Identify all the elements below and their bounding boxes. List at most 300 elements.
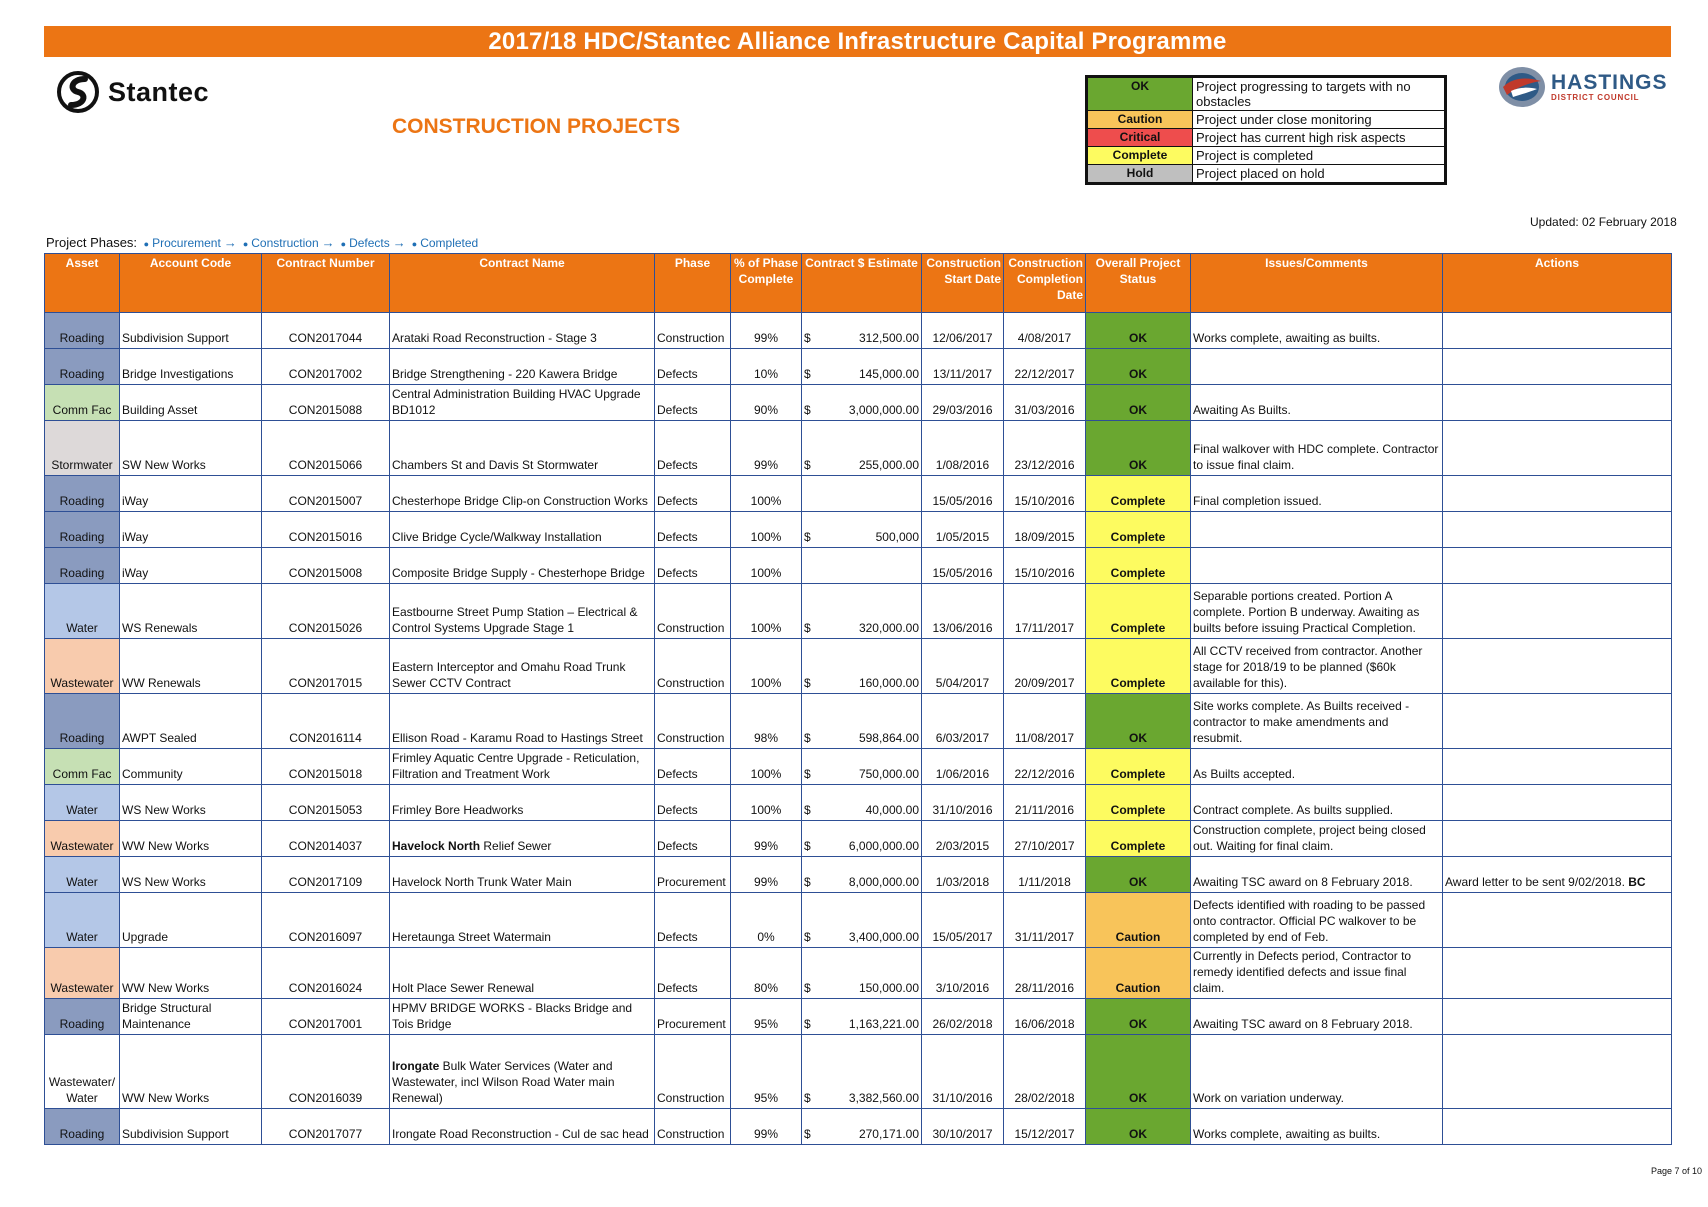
- percent-complete-cell: 100%: [731, 785, 802, 821]
- account-code-cell: iWay: [120, 512, 262, 548]
- contract-name-text: Bridge Strengthening - 220 Kawera Bridge: [392, 367, 618, 381]
- start-date-cell: 13/06/2016: [922, 584, 1004, 639]
- contract-estimate-cell: [802, 512, 922, 548]
- account-code-cell: AWPT Sealed: [120, 694, 262, 749]
- table-row: [45, 385, 1672, 421]
- status-badge: OK: [1086, 694, 1191, 749]
- asset-cell: Roading: [45, 548, 120, 584]
- contract-estimate-cell: [802, 476, 922, 512]
- section-title: CONSTRUCTION PROJECTS: [392, 115, 681, 138]
- completion-date-cell: 11/08/2017: [1004, 694, 1086, 749]
- status-badge: Complete: [1086, 785, 1191, 821]
- action-cell: [1443, 1109, 1672, 1145]
- comment-cell: Work on variation underway.: [1191, 1035, 1443, 1109]
- legend-row: [1087, 129, 1446, 147]
- currency-symbol: $: [804, 403, 811, 417]
- phase-cell: Construction: [655, 313, 731, 349]
- currency-symbol: $: [804, 875, 811, 889]
- completion-date-cell: 1/11/2018: [1004, 857, 1086, 893]
- column-header: Asset: [45, 254, 120, 313]
- hdc-wordmark: [1551, 70, 1668, 102]
- phase-item: Completed: [420, 236, 479, 250]
- comment-cell: Final completion issued.: [1191, 476, 1443, 512]
- account-code-cell: WS Renewals: [120, 584, 262, 639]
- action-cell: [1443, 584, 1672, 639]
- status-badge: Caution: [1086, 948, 1191, 999]
- estimate-amount: 320,000.00: [858, 621, 919, 635]
- comment-cell: Works complete, awaiting as builts.: [1191, 313, 1443, 349]
- completion-date-cell: 21/11/2016: [1004, 785, 1086, 821]
- phase-cell: Defects: [655, 948, 731, 999]
- status-badge: OK: [1086, 857, 1191, 893]
- completion-date-cell: 31/11/2017: [1004, 893, 1086, 948]
- action-cell: [1443, 421, 1672, 476]
- legend-description: Project placed on hold: [1193, 165, 1446, 184]
- contract-name-text: Chesterhope Bridge Clip-on Construction Works: [392, 494, 648, 508]
- percent-complete-cell: 80%: [731, 948, 802, 999]
- comment-cell: [1191, 349, 1443, 385]
- contract-name-cell: [390, 948, 655, 999]
- account-code-cell: SW New Works: [120, 421, 262, 476]
- legend-description: Project has current high risk aspects: [1193, 129, 1446, 147]
- legend-row: [1087, 111, 1446, 129]
- arrow-right-icon: →: [392, 235, 406, 250]
- asset-cell: Wastewater/ Water: [45, 1035, 120, 1109]
- table-row: [45, 694, 1672, 749]
- contract-name-text: Eastern Interceptor and Omahu Road Trunk Sewer CCTV Contract: [392, 660, 626, 690]
- phase-cell: Defects: [655, 476, 731, 512]
- contract-estimate-cell: [802, 349, 922, 385]
- account-code-cell: Subdivision Support: [120, 313, 262, 349]
- asset-cell: Roading: [45, 476, 120, 512]
- contract-estimate-cell: [802, 1035, 922, 1109]
- table-row: [45, 999, 1672, 1035]
- contract-name-cell: [390, 313, 655, 349]
- contract-name-cell: [390, 785, 655, 821]
- contract-name-text: Composite Bridge Supply - Chesterhope Bridge: [392, 566, 645, 580]
- contract-number-cell: CON2015053: [262, 785, 390, 821]
- hdc-logo: [1497, 65, 1668, 109]
- completion-date-cell: 15/12/2017: [1004, 1109, 1086, 1145]
- status-badge: Complete: [1086, 639, 1191, 694]
- column-header: Contract $ Estimate: [802, 254, 922, 313]
- contract-number-cell: CON2017015: [262, 639, 390, 694]
- comment-cell: Awaiting TSC award on 8 February 2018.: [1191, 999, 1443, 1035]
- status-badge: Complete: [1086, 476, 1191, 512]
- comment-cell: Separable portions created. Portion A complete. Portion B underway. Awaiting as builts before issuing Practical Completion.: [1191, 584, 1443, 639]
- action-cell: [1443, 948, 1672, 999]
- currency-symbol: $: [804, 767, 811, 781]
- contract-number-cell: CON2016097: [262, 893, 390, 948]
- start-date-cell: 15/05/2016: [922, 548, 1004, 584]
- estimate-amount: 160,000.00: [858, 676, 919, 690]
- percent-complete-cell: 95%: [731, 999, 802, 1035]
- phases-label: Project Phases:: [46, 235, 138, 250]
- percent-complete-cell: 95%: [731, 1035, 802, 1109]
- percent-complete-cell: 99%: [731, 821, 802, 857]
- contract-name-cell: [390, 857, 655, 893]
- estimate-amount: 500,000: [875, 530, 919, 544]
- status-badge: OK: [1086, 349, 1191, 385]
- action-cell: [1443, 1035, 1672, 1109]
- contract-name-cell: [390, 1035, 655, 1109]
- asset-cell: Roading: [45, 999, 120, 1035]
- percent-complete-cell: 90%: [731, 385, 802, 421]
- asset-cell: Roading: [45, 694, 120, 749]
- estimate-amount: 150,000.00: [858, 981, 919, 995]
- comment-cell: Awaiting TSC award on 8 February 2018.: [1191, 857, 1443, 893]
- legend-code: Critical: [1087, 129, 1193, 147]
- contract-name-cell: [390, 349, 655, 385]
- percent-complete-cell: 100%: [731, 476, 802, 512]
- start-date-cell: 1/05/2015: [922, 512, 1004, 548]
- start-date-cell: 29/03/2016: [922, 385, 1004, 421]
- asset-cell: Stormwater: [45, 421, 120, 476]
- hdc-logo-icon: [1497, 65, 1547, 109]
- contract-number-cell: CON2015016: [262, 512, 390, 548]
- account-code-cell: WS New Works: [120, 785, 262, 821]
- asset-cell: Wastewater: [45, 821, 120, 857]
- arrow-right-icon: →: [321, 235, 335, 250]
- table-row: [45, 349, 1672, 385]
- column-header: % of Phase Complete: [731, 254, 802, 313]
- start-date-cell: 30/10/2017: [922, 1109, 1004, 1145]
- contract-number-cell: CON2016114: [262, 694, 390, 749]
- completion-date-cell: 4/08/2017: [1004, 313, 1086, 349]
- arrow-right-icon: →: [223, 235, 237, 250]
- asset-cell: Water: [45, 857, 120, 893]
- contract-name-cell: [390, 1109, 655, 1145]
- table-row: [45, 893, 1672, 948]
- start-date-cell: 15/05/2017: [922, 893, 1004, 948]
- start-date-cell: 31/10/2016: [922, 785, 1004, 821]
- legend-description: Project under close monitoring: [1193, 111, 1446, 129]
- contract-name-text: Heretaunga Street Watermain: [392, 930, 551, 944]
- table-row: [45, 749, 1672, 785]
- comment-cell: Contract complete. As builts supplied.: [1191, 785, 1443, 821]
- phase-cell: Construction: [655, 639, 731, 694]
- comment-cell: Currently in Defects period, Contractor to remedy identified defects and issue final claim.: [1191, 948, 1443, 999]
- contract-estimate-cell: [802, 639, 922, 694]
- contract-name-text: Central Administration Building HVAC Upgrade BD1012: [392, 387, 641, 417]
- contract-name-cell: [390, 476, 655, 512]
- stantec-wordmark: Stantec: [108, 76, 210, 107]
- action-cell: [1443, 785, 1672, 821]
- table-row: [45, 785, 1672, 821]
- status-badge: Caution: [1086, 893, 1191, 948]
- contract-name-cell: [390, 421, 655, 476]
- comment-cell: [1191, 512, 1443, 548]
- currency-symbol: $: [804, 621, 811, 635]
- table-row: [45, 1035, 1672, 1109]
- column-header: Account Code: [120, 254, 262, 313]
- estimate-amount: 1,163,221.00: [848, 1017, 919, 1031]
- contract-name-text: Chambers St and Davis St Stormwater: [392, 458, 599, 472]
- contract-name-cell: [390, 999, 655, 1035]
- comment-cell: Works complete, awaiting as builts.: [1191, 1109, 1443, 1145]
- completion-date-cell: 28/11/2016: [1004, 948, 1086, 999]
- contract-estimate-cell: [802, 999, 922, 1035]
- page-banner: 2017/18 HDC/Stantec Alliance Infrastructure Capital Programme: [44, 26, 1671, 57]
- start-date-cell: 6/03/2017: [922, 694, 1004, 749]
- phase-cell: Defects: [655, 349, 731, 385]
- status-badge: OK: [1086, 385, 1191, 421]
- completion-date-cell: 31/03/2016: [1004, 385, 1086, 421]
- comment-cell: Site works complete. As Builts received - contractor to make amendments and resubmit.: [1191, 694, 1443, 749]
- phase-cell: Defects: [655, 749, 731, 785]
- contract-number-cell: CON2017077: [262, 1109, 390, 1145]
- action-cell: [1443, 749, 1672, 785]
- status-badge: OK: [1086, 999, 1191, 1035]
- currency-symbol: $: [804, 1127, 811, 1141]
- comment-cell: Construction complete, project being closed out. Waiting for final claim.: [1191, 821, 1443, 857]
- contract-number-cell: CON2015026: [262, 584, 390, 639]
- contract-name-bold: Irongate: [392, 1059, 440, 1073]
- phase-cell: Defects: [655, 385, 731, 421]
- comment-cell: Final walkover with HDC complete. Contractor to issue final claim.: [1191, 421, 1443, 476]
- updated-date: Updated: 02 February 2018: [1530, 215, 1677, 229]
- estimate-amount: 255,000.00: [858, 458, 919, 472]
- comment-cell: [1191, 548, 1443, 584]
- currency-symbol: $: [804, 676, 811, 690]
- start-date-cell: 12/06/2017: [922, 313, 1004, 349]
- contract-number-cell: CON2015066: [262, 421, 390, 476]
- table-row: [45, 857, 1672, 893]
- account-code-cell: Subdivision Support: [120, 1109, 262, 1145]
- page-number: Page 7 of 10: [1651, 1166, 1703, 1176]
- completion-date-cell: 16/06/2018: [1004, 999, 1086, 1035]
- start-date-cell: 2/03/2015: [922, 821, 1004, 857]
- contract-name-cell: [390, 694, 655, 749]
- column-header: Actions: [1443, 254, 1672, 313]
- table-row: [45, 476, 1672, 512]
- contract-number-cell: CON2015088: [262, 385, 390, 421]
- column-header: Issues/Comments: [1191, 254, 1443, 313]
- estimate-amount: 6,000,000.00: [848, 839, 919, 853]
- contract-number-cell: CON2017001: [262, 999, 390, 1035]
- start-date-cell: 13/11/2017: [922, 349, 1004, 385]
- account-code-cell: iWay: [120, 476, 262, 512]
- action-cell: [1443, 476, 1672, 512]
- table-header-row: [45, 254, 1672, 313]
- contract-estimate-cell: [802, 749, 922, 785]
- phase-cell: Defects: [655, 421, 731, 476]
- comment-cell: Awaiting As Builts.: [1191, 385, 1443, 421]
- start-date-cell: 1/03/2018: [922, 857, 1004, 893]
- asset-cell: Wastewater: [45, 639, 120, 694]
- currency-symbol: $: [804, 981, 811, 995]
- percent-complete-cell: 99%: [731, 313, 802, 349]
- contract-name-cell: [390, 821, 655, 857]
- legend-row: [1087, 165, 1446, 184]
- phase-cell: Defects: [655, 785, 731, 821]
- comment-cell: As Builts accepted.: [1191, 749, 1443, 785]
- contract-estimate-cell: [802, 385, 922, 421]
- stantec-logo: [56, 70, 209, 114]
- table-row: [45, 1109, 1672, 1145]
- estimate-amount: 270,171.00: [858, 1127, 919, 1141]
- asset-cell: Comm Fac: [45, 749, 120, 785]
- table-row: [45, 313, 1672, 349]
- contract-estimate-cell: [802, 857, 922, 893]
- contract-name-text: Holt Place Sewer Renewal: [392, 981, 535, 995]
- contract-estimate-cell: [802, 421, 922, 476]
- percent-complete-cell: 100%: [731, 584, 802, 639]
- column-header: Construction Completion Date: [1004, 254, 1086, 313]
- column-header: Phase: [655, 254, 731, 313]
- account-code-cell: WW Renewals: [120, 639, 262, 694]
- contract-name-text: HPMV BRIDGE WORKS - Blacks Bridge and Tois Bridge: [392, 1001, 633, 1031]
- asset-cell: Water: [45, 893, 120, 948]
- contract-name-bold: Havelock North: [392, 839, 481, 853]
- start-date-cell: 26/02/2018: [922, 999, 1004, 1035]
- phase-cell: Construction: [655, 1109, 731, 1145]
- column-header: Contract Name: [390, 254, 655, 313]
- table-row: [45, 548, 1672, 584]
- contract-name-text: Eastbourne Street Pump Station – Electrical & Control Systems Upgrade Stage 1: [392, 605, 638, 635]
- status-badge: OK: [1086, 1035, 1191, 1109]
- contract-number-cell: CON2015008: [262, 548, 390, 584]
- completion-date-cell: 18/09/2015: [1004, 512, 1086, 548]
- contract-estimate-cell: [802, 584, 922, 639]
- percent-complete-cell: 99%: [731, 1109, 802, 1145]
- percent-complete-cell: 100%: [731, 639, 802, 694]
- contract-name-text: Arataki Road Reconstruction - Stage 3: [392, 331, 597, 345]
- legend-code: OK: [1087, 77, 1193, 111]
- currency-symbol: $: [804, 331, 811, 345]
- table-row: [45, 821, 1672, 857]
- asset-cell: Roading: [45, 313, 120, 349]
- legend-description: Project is completed: [1193, 147, 1446, 165]
- estimate-amount: 40,000.00: [865, 803, 919, 817]
- contract-estimate-cell: [802, 313, 922, 349]
- estimate-amount: 312,500.00: [858, 331, 919, 345]
- contract-estimate-cell: [802, 893, 922, 948]
- currency-symbol: $: [804, 731, 811, 745]
- action-cell: [1443, 694, 1672, 749]
- comment-cell: All CCTV received from contractor. Another stage for 2018/19 to be planned ($60k available for this).: [1191, 639, 1443, 694]
- contract-estimate-cell: [802, 694, 922, 749]
- legend-row: [1087, 77, 1446, 111]
- contract-name-text: Frimley Aquatic Centre Upgrade - Reticulation, Filtration and Treatment Work: [392, 751, 640, 781]
- currency-symbol: $: [804, 1017, 811, 1031]
- estimate-amount: 3,382,560.00: [848, 1091, 919, 1105]
- phase-cell: Defects: [655, 893, 731, 948]
- bullet-icon: ●: [143, 239, 150, 249]
- start-date-cell: 3/10/2016: [922, 948, 1004, 999]
- action-cell: [1443, 821, 1672, 857]
- currency-symbol: $: [804, 930, 811, 944]
- contract-name-cell: [390, 385, 655, 421]
- legend-code: Caution: [1087, 111, 1193, 129]
- completion-date-cell: 20/09/2017: [1004, 639, 1086, 694]
- contract-estimate-cell: [802, 548, 922, 584]
- completion-date-cell: 28/02/2018: [1004, 1035, 1086, 1109]
- action-cell: [1443, 639, 1672, 694]
- bullet-icon: ●: [340, 239, 347, 249]
- start-date-cell: 31/10/2016: [922, 1035, 1004, 1109]
- status-badge: OK: [1086, 313, 1191, 349]
- hdc-name: HASTINGS: [1551, 70, 1668, 94]
- status-badge: Complete: [1086, 548, 1191, 584]
- account-code-cell: Building Asset: [120, 385, 262, 421]
- phase-cell: Procurement: [655, 999, 731, 1035]
- status-badge: OK: [1086, 421, 1191, 476]
- currency-symbol: $: [804, 530, 811, 544]
- contract-number-cell: CON2014037: [262, 821, 390, 857]
- action-cell: [1443, 857, 1672, 893]
- phase-cell: Construction: [655, 1035, 731, 1109]
- contract-name-text: Frimley Bore Headworks: [392, 803, 524, 817]
- completion-date-cell: 15/10/2016: [1004, 548, 1086, 584]
- legend-code: Complete: [1087, 147, 1193, 165]
- asset-cell: Roading: [45, 349, 120, 385]
- action-cell: [1443, 512, 1672, 548]
- percent-complete-cell: 10%: [731, 349, 802, 385]
- percent-complete-cell: 100%: [731, 512, 802, 548]
- currency-symbol: $: [804, 1091, 811, 1105]
- action-text: Award letter to be sent 9/02/2018.: [1445, 875, 1625, 889]
- asset-cell: Water: [45, 584, 120, 639]
- asset-cell: Roading: [45, 1109, 120, 1145]
- phase-cell: Procurement: [655, 857, 731, 893]
- contract-number-cell: CON2015007: [262, 476, 390, 512]
- currency-symbol: $: [804, 839, 811, 853]
- stantec-logo-icon: [56, 70, 100, 114]
- legend-code: Hold: [1087, 165, 1193, 184]
- table-row: [45, 948, 1672, 999]
- start-date-cell: 5/04/2017: [922, 639, 1004, 694]
- percent-complete-cell: 0%: [731, 893, 802, 948]
- start-date-cell: 15/05/2016: [922, 476, 1004, 512]
- status-badge: Complete: [1086, 749, 1191, 785]
- action-cell: [1443, 385, 1672, 421]
- action-cell: [1443, 349, 1672, 385]
- action-cell: [1443, 893, 1672, 948]
- contract-name-text: Ellison Road - Karamu Road to Hastings Street: [392, 731, 643, 745]
- phase-items: [141, 235, 479, 250]
- projects-table: [44, 253, 1672, 1145]
- project-phases: [46, 235, 478, 250]
- contract-name-cell: [390, 512, 655, 548]
- estimate-amount: 3,400,000.00: [848, 930, 919, 944]
- status-badge: OK: [1086, 1109, 1191, 1145]
- column-header: Overall Project Status: [1086, 254, 1191, 313]
- currency-symbol: $: [804, 803, 811, 817]
- percent-complete-cell: 99%: [731, 421, 802, 476]
- completion-date-cell: 22/12/2016: [1004, 749, 1086, 785]
- estimate-amount: 750,000.00: [858, 767, 919, 781]
- action-cell: [1443, 313, 1672, 349]
- contract-number-cell: CON2017044: [262, 313, 390, 349]
- estimate-amount: 598,864.00: [858, 731, 919, 745]
- contract-number-cell: CON2017109: [262, 857, 390, 893]
- asset-cell: Water: [45, 785, 120, 821]
- asset-cell: Roading: [45, 512, 120, 548]
- contract-number-cell: CON2016024: [262, 948, 390, 999]
- currency-symbol: $: [804, 458, 811, 472]
- contract-estimate-cell: [802, 948, 922, 999]
- estimate-amount: 145,000.00: [858, 367, 919, 381]
- status-legend: [1085, 75, 1447, 185]
- column-header: Contract Number: [262, 254, 390, 313]
- contract-estimate-cell: [802, 1109, 922, 1145]
- table-row: [45, 512, 1672, 548]
- phase-cell: Defects: [655, 821, 731, 857]
- contract-name-cell: [390, 584, 655, 639]
- percent-complete-cell: 100%: [731, 548, 802, 584]
- account-code-cell: WW New Works: [120, 1035, 262, 1109]
